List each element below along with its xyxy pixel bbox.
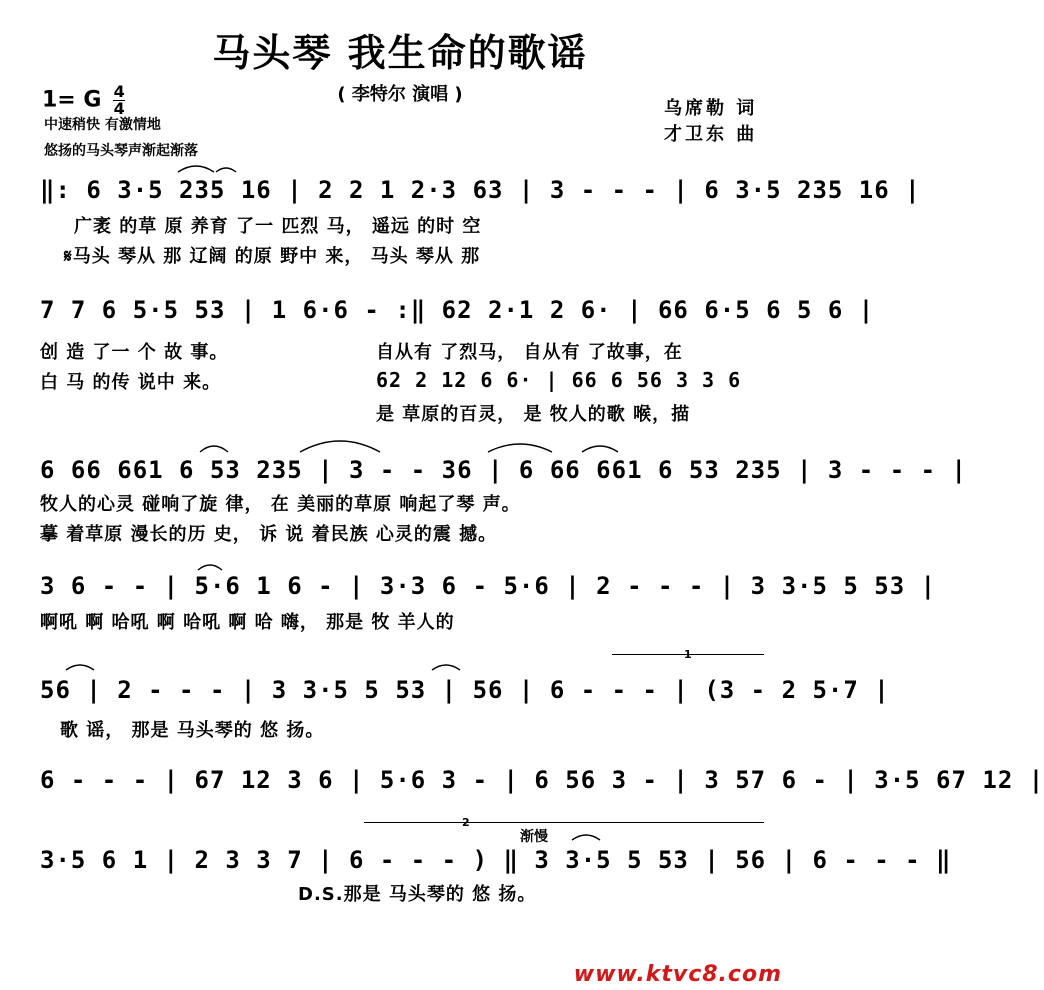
staff-1-notes: ‖: 6 3·5 235 16 | 2 2 1 2·3 63 | 3 - - - | 6 3·5 235 16 | [40, 176, 921, 204]
staff-3-lyrics-verse-2: 摹 着草原 漫长的历 史， 诉 说 着民族 心灵的震 撼。 [40, 524, 498, 545]
staff-6-notes: 6 - - - | 67 12 3 6 | 5·6 3 - | 6 56 3 - | 3 57 6 - | 3·5 67 12 | [40, 766, 1044, 794]
staff-2-alt-lyrics: 是 草原的百灵， 是 牧人的歌 喉，描 [376, 404, 691, 425]
staff-5-lyrics: 歌 谣， 那是 马头琴的 悠 扬。 [60, 720, 325, 741]
time-sig-top: 4 [113, 82, 125, 101]
staff-7-lyrics: D.S.那是 马头琴的 悠 扬。 [298, 884, 537, 905]
site-watermark: www.ktvc8.com [573, 962, 782, 987]
staff-1-lyrics-verse-1: 广袤 的草 原 养育 了一 匹烈 马， 遥远 的时 空 [74, 216, 482, 237]
staff-4-notes: 3 6 - - | 5·6 1 6 - | 3·3 6 - 5·6 | 2 - - - | 3 3·5 5 53 | [40, 572, 937, 600]
staff-1-lyrics-verse-2: 𝄋马头 琴从 那 辽阔 的原 野中 来， 马头 琴从 那 [64, 246, 481, 267]
staff-7-notes: 3·5 6 1 | 2 3 3 7 | 6 - - - ) ‖ 3 3·5 5 53 | 56 | 6 - - - ‖ [40, 846, 952, 874]
staff-3-lyrics-verse-1: 牧人的心灵 碰响了旋 律， 在 美丽的草原 响起了琴 声。 [40, 494, 521, 515]
composer-credit: 才卫东 曲 [664, 124, 758, 145]
staff-2-lyrics-verse-2: 白 马 的传 说中 来。 [40, 372, 222, 393]
staff-2-lyrics-verse-1: 创 造 了一 个 故 事。 [40, 342, 229, 363]
volta-2-number: 2 [462, 816, 470, 829]
staff-4-lyrics: 啊吼 啊 哈吼 啊 哈吼 啊 哈 嗨， 那是 牧 羊人的 [40, 612, 455, 633]
key-label: 1= G [42, 87, 102, 113]
staff-5-notes: 56 | 2 - - - | 3 3·5 5 53 | 56 | 6 - - - | (3 - 2 5·7 | [40, 676, 890, 704]
lyricist-credit: 乌席勒 词 [664, 98, 758, 119]
volta-1-number: 1 [684, 648, 692, 661]
time-sig-bottom: 4 [113, 99, 125, 118]
staff-3-notes: 6 66 661 6 53 235 | 3 - - 36 | 6 66 661 6 53 235 | 3 - - - | [40, 456, 967, 484]
staff-2-alt-notes: 62 2 12 6 6· | 66 6 56 3 3 6 [376, 368, 742, 392]
performance-note: 悠扬的马头琴声渐起渐落 [44, 143, 198, 159]
tempo-change-mark: 渐慢 [520, 829, 548, 845]
singer-credit: ( 李特尔 演唱 ) [337, 84, 463, 105]
tempo-marking: 中速稍快 有激情地 [44, 117, 161, 133]
page-title: 马头琴 我生命的歌谣 [212, 31, 588, 75]
staff-2-notes: 7 7 6 5·5 53 | 1 6·6 - :‖ 62 2·1 2 6· | 66 6·5 6 5 6 | [40, 296, 875, 324]
staff-2-lyrics-right: 自从有 了烈马， 自从有 了故事，在 [376, 342, 683, 363]
